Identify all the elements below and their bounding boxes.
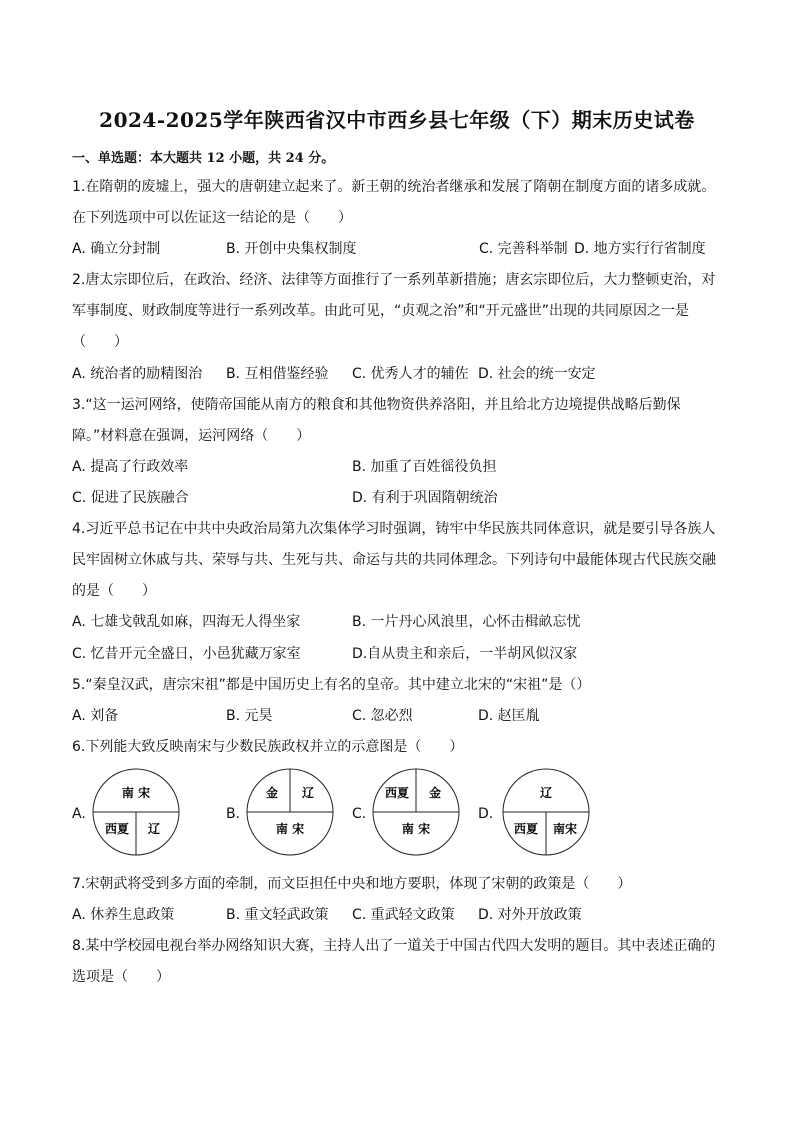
q8-stem-line2: 选项是（ ）	[72, 969, 170, 985]
q3-option-b: B. 加重了百姓徭役负担	[352, 459, 497, 475]
q6-c-region-top-left: 西夏	[384, 786, 410, 800]
q6-b-region-top-left: 金	[265, 786, 279, 800]
q6-option-a-label: A.	[72, 806, 86, 822]
q7-option-d: D. 对外开放政策	[478, 907, 582, 923]
q4-stem-line2: 民牢固树立休戚与共、荣辱与共、生死与共、命运与共的共同体理念。下列诗句中最能体现古代民族交融	[72, 552, 716, 568]
q3-stem-line2: 障。”材料意在强调，运河网络（ ）	[72, 428, 311, 444]
q5-option-c: C. 忽必烈	[352, 708, 413, 724]
q3-option-d: D. 有利于巩固隋朝统治	[352, 490, 498, 506]
q6-b-region-bottom: 南 宋	[275, 822, 305, 836]
q6-option-b-label: B.	[226, 806, 241, 822]
q8-stem-line1: 8.某中学校园电视台举办网络知识大赛，主持人出了一道关于中国古代四大发明的题目。其中表述正确的	[72, 938, 716, 954]
q2-stem-line3: （ ）	[72, 334, 128, 350]
q6-c-region-bottom: 南 宋	[401, 822, 431, 836]
q2-stem-line1: 2.唐太宗即位后，在政治、经济、法律等方面推行了一系列革新措施；唐玄宗即位后，大力整顿吏治，对	[72, 272, 716, 288]
q6-option-d-label: D.	[478, 806, 494, 822]
q6-c-region-top-right: 金	[428, 786, 442, 800]
q6-stem-line1: 6.下列能大致反映南宋与少数民族政权并立的示意图是（ ）	[72, 739, 464, 755]
q6-diagram-c	[370, 767, 462, 857]
q3-option-c: C. 促进了民族融合	[72, 490, 189, 506]
q4-option-b: B. 一片丹心风浪里，心怀击楫畝忘忧	[352, 614, 581, 630]
q2-option-d: D. 社会的统一安定	[478, 366, 596, 382]
q1-option-c: C. 完善科举制	[479, 241, 568, 257]
q7-option-a: A. 休养生息政策	[72, 907, 175, 923]
q2-option-c: C. 优秀人才的辅佐	[352, 366, 469, 382]
q4-option-d: D.自从贵主和亲后，一半胡风似汉家	[352, 646, 578, 662]
q6-diagram-d	[498, 767, 594, 857]
q6-a-region-bottom-left: 西夏	[104, 822, 130, 836]
q6-a-region-top: 南 宋	[121, 786, 151, 800]
q2-option-b: B. 互相借鉴经验	[226, 366, 329, 382]
q4-stem-line1: 4.习近平总书记在中共中央政治局第九次集体学习时强调，铸牢中华民族共同体意识，就是要引导各族人	[72, 521, 716, 537]
q6-diagram-b	[244, 767, 336, 857]
q5-option-a: A. 刘备	[72, 708, 119, 724]
q6-option-c-label: C.	[352, 806, 367, 822]
q1-option-d: D. 地方实行行省制度	[574, 241, 706, 257]
q3-stem-line1: 3.“这一运河网络，使隋帝国能从南方的粮食和其他物资供养洛阳，并且给北方边境提供战略后勤保	[72, 397, 681, 413]
q6-d-region-bottom-right: 南宋	[552, 822, 578, 836]
q4-stem-line3: 的是（ ）	[72, 583, 156, 599]
q5-option-b: B. 元昊	[226, 708, 273, 724]
q7-option-b: B. 重文轻武政策	[226, 907, 329, 923]
q6-d-region-top: 辽	[539, 786, 553, 800]
q5-option-d: D. 赵匡胤	[478, 708, 540, 724]
q6-a-region-bottom-right: 辽	[147, 822, 161, 836]
q3-option-a: A. 提高了行政效率	[72, 459, 189, 475]
q2-option-a: A. 统治者的励精图治	[72, 366, 203, 382]
q1-stem-line1: 1.在隋朝的废墟上，强大的唐朝建立起来了。新王朝的统治者继承和发展了隋朝在制度方面的诸多成就。	[72, 179, 716, 195]
q2-stem-line2: 军事制度、财政制度等进行一系列改革。由此可见，“贞观之治”和“开元盛世”出现的共同原因之一是	[72, 303, 690, 319]
q6-d-region-bottom-left: 西夏	[513, 822, 539, 836]
q1-option-a: A. 确立分封制	[72, 241, 161, 257]
q1-option-b: B. 开创中央集权制度	[226, 241, 357, 257]
exam-title: 2024-2025学年陕西省汉中市西乡县七年级（下）期末历史试卷	[99, 108, 695, 132]
q6-b-region-top-right: 辽	[301, 786, 315, 800]
q4-option-c: C. 忆昔开元全盛日，小邑犹藏万家室	[72, 646, 301, 662]
q4-option-a: A. 七雄戈戟乱如麻，四海无人得坐家	[72, 614, 301, 630]
q7-option-c: C. 重武轻文政策	[352, 907, 455, 923]
q7-stem-line1: 7.宋朝武将受到多方面的牵制，而文臣担任中央和地方要职，体现了宋朝的政策是（ ）	[72, 876, 632, 892]
q6-diagram-a	[90, 767, 182, 857]
section-heading: 一、单选题：本大题共 12 小题，共 24 分。	[72, 151, 335, 166]
q1-stem-line2: 在下列选项中可以佐证这一结论的是（ ）	[72, 210, 352, 226]
q5-stem-line1: 5.“秦皇汉武，唐宗宋祖”都是中国历史上有名的皇帝。其中建立北宋的“宋祖”是（）	[72, 677, 591, 693]
